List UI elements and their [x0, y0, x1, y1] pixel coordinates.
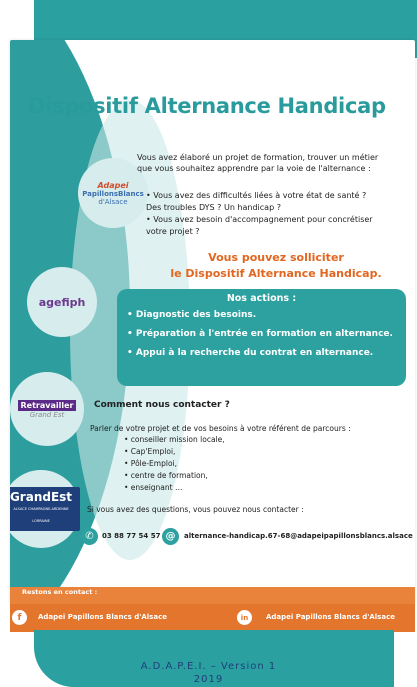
retravailler-logo-line1: Retravailler	[18, 400, 77, 411]
retravailler-logo	[10, 372, 84, 446]
list-item: • Pôle-Emploi,	[124, 459, 178, 468]
phone-icon: ✆	[81, 528, 98, 545]
flyer-page	[10, 40, 415, 605]
list-item: • enseignant …	[124, 483, 183, 492]
intro-bullets	[146, 190, 412, 238]
page-title: Dispositif Alternance Handicap	[28, 94, 386, 118]
linkedin-link[interactable]: Adapei Papillons Blancs d'Alsace	[266, 613, 395, 621]
facebook-link[interactable]: Adapei Papillons Blancs d'Alsace	[38, 613, 167, 621]
list-item: • centre de formation,	[124, 471, 208, 480]
agefiph-logo-text: agefiph	[38, 295, 86, 309]
adapei-logo-line2: PapillonsBlancs	[82, 189, 144, 198]
adapei-logo-line1: Adapei	[97, 180, 129, 190]
action-item: • Préparation à l'entrée en formation en alternance.	[127, 329, 393, 339]
bullet-2: • Vous avez besoin d'accompagnement pour concrétiser	[146, 215, 373, 224]
grandest-badge	[10, 487, 80, 531]
linkedin-icon[interactable]: in	[237, 610, 252, 625]
bullet-1: • Vous avez des difficultés liées à votre état de santé ?	[146, 191, 367, 200]
grandest-logo-line1: GrandEst	[10, 490, 73, 504]
bullet-1-cont: Des troubles DYS ? Un handicap ?	[146, 203, 281, 212]
intro-line1: Vous avez élaboré un projet de formation, trouver un métier	[137, 153, 379, 162]
contact-heading: Comment nous contacter ?	[94, 400, 230, 410]
at-icon: @	[162, 528, 179, 545]
questions-text: Si vous avez des questions, vous pouvez nous contacter :	[87, 505, 304, 514]
solicit-line1: Vous pouvez solliciter	[208, 251, 344, 264]
restons-label: Restons en contact :	[22, 588, 98, 596]
contact-paragraph: Parler de votre projet et de vos besoins à votre référent de parcours :	[90, 424, 351, 433]
phone-number[interactable]: 03 88 77 54 57	[102, 532, 161, 540]
actions-box	[117, 289, 406, 386]
action-item: • Diagnostic des besoins.	[127, 310, 257, 320]
actions-title: Nos actions :	[226, 293, 297, 304]
grandest-logo-line2: ALSACE CHAMPAGNE-ARDENNE LORRAINE	[13, 507, 69, 523]
intro-text	[137, 152, 415, 174]
version-footer	[0, 660, 417, 686]
version-text: A.D.A.P.E.I. – Version 1	[140, 661, 277, 672]
bullet-2-cont: votre projet ?	[146, 227, 200, 236]
contact-list	[124, 434, 225, 494]
email-link[interactable]: alternance-handicap.67-68@adapeipapillonsblancs.alsace	[184, 532, 413, 540]
agefiph-logo	[27, 267, 97, 337]
adapei-logo-line3: d'Alsace	[98, 197, 128, 206]
intro-line2: que vous souhaitez apprendre par la voie de l'alternance :	[137, 164, 371, 173]
solicit-line2: le Dispositif Alternance Handicap.	[170, 267, 382, 280]
list-item: • conseiller mission locale,	[124, 435, 225, 444]
list-item: • Cap'Emploi,	[124, 447, 176, 456]
action-item: • Appui à la recherche du contrat en alternance.	[127, 348, 374, 358]
facebook-icon[interactable]: f	[12, 610, 27, 625]
version-year: 2019	[193, 674, 224, 685]
solicit-callout	[136, 250, 415, 282]
retravailler-logo-line2: Grand Est	[29, 410, 65, 419]
